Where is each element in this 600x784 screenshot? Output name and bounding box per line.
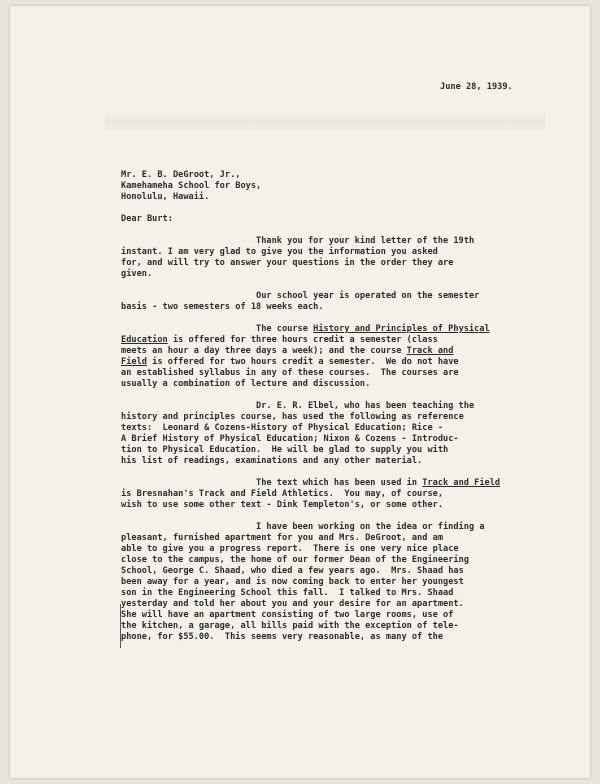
course-title-underlined: Field — [121, 357, 147, 367]
p3-line-4 — [121, 357, 459, 367]
p6-line-7: son in the Engineering School this fall. I talked to Mrs. Shaad — [121, 588, 454, 598]
p6-line-8: yesterday and told her about you and your desire for an apartment. — [121, 599, 464, 609]
p3-text: meets an hour a day three days a week); and the course — [121, 346, 407, 356]
p3-line-3 — [121, 346, 453, 356]
p6-line-3: able to give you a progress report. There is one very nice place — [121, 544, 459, 554]
p3-line-2 — [121, 335, 438, 345]
p6-line-2: pleasant, furnished apartment for you and Mrs. DeGroot, and am — [121, 533, 444, 543]
p6-line-6: been away for a year, and is now coming back to enter her youngest — [121, 577, 464, 587]
salutation: Dear Burt: — [121, 214, 173, 224]
p4-line-2: history and principles course, has used the following as reference — [121, 412, 464, 422]
p4-line-1: Dr. E. R. Elbel, who has been teaching the — [256, 401, 475, 411]
course-title-underlined: History and Principles of Physical — [313, 324, 490, 334]
p6-line-11: phone, for $55.00. This seems very reasonable, as many of the — [121, 632, 444, 642]
p3-line-5: an established syllabus in any of these courses. The courses are — [121, 368, 459, 378]
course-title-underlined: Track and — [406, 346, 454, 356]
p2-line-2: basis - two semesters of 18 weeks each. — [121, 302, 324, 312]
address-line-1: Mr. E. B. DeGroot, Jr., — [121, 170, 241, 180]
p1-line-1: Thank you for your kind letter of the 19th — [256, 236, 475, 246]
p6-line-10: the kitchen, a garage, all bills paid with the exception of tele- — [121, 621, 459, 631]
p6-line-4: close to the campus, the home of our former Dean of the Engineering — [121, 555, 469, 565]
p3-text: is offered for two hours credit a semester. We do not have — [146, 357, 459, 367]
p4-line-4: A Brief History of Physical Education; Nixon & Cozens - Introduc- — [121, 434, 459, 444]
p3-line-1 — [256, 324, 490, 334]
p1-line-2: instant. I am very glad to give you the information you asked — [121, 247, 438, 257]
letter-page — [10, 6, 590, 778]
course-title-underlined: Education — [121, 335, 168, 345]
p5-text: The text which has been used in — [256, 478, 423, 488]
p6-line-9: She will have an apartment consisting of two large rooms, use of — [121, 610, 454, 620]
p4-line-6: his list of readings, examinations and any other material. — [121, 456, 423, 466]
letter-date: June 28, 1939. — [440, 82, 513, 92]
p6-line-5: School, George C. Shaad, who died a few years ago. Mrs. Shaad has — [121, 566, 464, 576]
p1-line-4: given. — [121, 269, 153, 279]
p4-line-3: texts: Leonard & Cozens-History of Physical Education; Rice - — [121, 423, 444, 433]
p6-line-1: I have been working on the idea or finding a — [256, 522, 485, 532]
course-title-underlined: Track and Field — [422, 478, 501, 488]
address-line-3: Honolulu, Hawaii. — [121, 192, 210, 202]
address-line-2: Kamehameha School for Boys, — [121, 181, 262, 191]
p3-text: is offered for three hours credit a semester (class — [167, 335, 438, 345]
p2-line-1: Our school year is operated on the semester — [256, 291, 480, 301]
p5-line-2: is Bresnahan's Track and Field Athletics. You may, of course, — [121, 489, 444, 499]
p3-text: The course — [256, 324, 314, 334]
p3-line-6: usually a combination of lecture and discussion. — [121, 379, 371, 389]
paper-fold-shadow — [105, 112, 545, 130]
p5-line-1 — [256, 478, 500, 488]
p4-line-5: tion to Physical Education. He will be glad to supply you with — [121, 445, 449, 455]
p1-line-3: for, and will try to answer your questions in the order they are — [121, 258, 454, 268]
p5-line-3: wish to use some other text - Dink Templeton's, or some other. — [121, 500, 444, 510]
